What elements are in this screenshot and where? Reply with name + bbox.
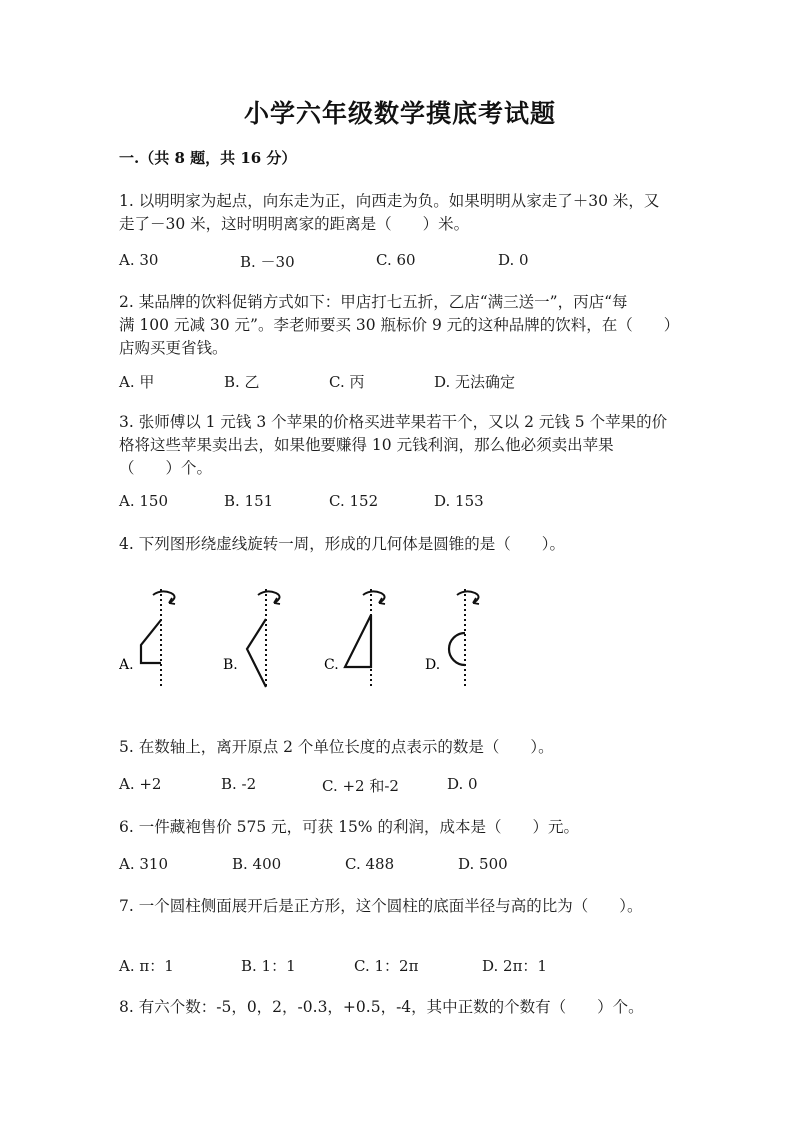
figure-a [119, 589, 175, 689]
figure-c-label: C. [324, 657, 339, 673]
question-4-line-1: 4. 下列图形绕虚线旋转一周，形成的几何体是圆锥的是（ ）。 [119, 535, 565, 553]
question-5-option-c: C. +2 和-2 [322, 777, 399, 795]
figure-c [324, 589, 385, 689]
question-2-option-d: D. 无法确定 [434, 373, 516, 391]
question-1-option-d: D. 0 [498, 251, 529, 269]
question-2-line-3: 店购买更省钱。 [119, 339, 228, 357]
figure-d [425, 589, 479, 689]
question-1-line-2: 走了－30 米，这时明明离家的距离是（ ）米。 [119, 215, 470, 233]
question-5-option-b: B. -2 [221, 775, 257, 793]
question-3-line-1: 3. 张师傅以 1 元钱 3 个苹果的价格买进苹果若干个，又以 2 元钱 5 个苹果的价 [119, 413, 668, 431]
figure-a-label: A. [119, 657, 134, 673]
page-title: 小学六年级数学摸底考试题 [243, 99, 556, 128]
figure-b-label: B. [223, 657, 238, 673]
rotation-figures [119, 585, 499, 695]
question-3-option-a: A. 150 [119, 492, 168, 510]
question-5-option-a: A. +2 [119, 775, 162, 793]
question-2-line-2: 满 100 元减 30 元”。李老师要买 30 瓶标价 9 元的这种品牌的饮料，在（ ） [119, 316, 680, 334]
question-3-option-d: D. 153 [434, 492, 484, 510]
question-3-option-c: C. 152 [329, 492, 379, 510]
question-6-line-1: 6. 一件藏袍售价 575 元，可获 15% 的利润，成本是（ ）元。 [119, 818, 579, 836]
question-3-option-b: B. 151 [224, 492, 274, 510]
question-7-option-d: D. 2π：1 [482, 957, 547, 975]
question-1-option-a: A. 30 [119, 251, 159, 269]
question-2-option-b: B. 乙 [224, 373, 260, 391]
question-2-option-c: C. 丙 [329, 373, 365, 391]
question-5-option-d: D. 0 [447, 775, 478, 793]
question-5-line-1: 5. 在数轴上，离开原点 2 个单位长度的点表示的数是（ ）。 [119, 738, 554, 756]
question-6-option-d: D. 500 [458, 855, 508, 873]
question-2-option-a: A. 甲 [119, 373, 155, 391]
question-6-option-c: C. 488 [345, 855, 395, 873]
question-3-line-3: （ ）个。 [119, 459, 213, 477]
question-7-option-a: A. π：1 [119, 957, 174, 975]
question-6-option-b: B. 400 [232, 855, 282, 873]
question-1-line-1: 1. 以明明家为起点，向东走为正，向西走为负。如果明明从家走了＋30 米，又 [119, 192, 660, 210]
question-1-option-c: C. 60 [376, 251, 416, 269]
question-8-line-1: 8. 有六个数：-5，0，2，-0.3，+0.5，-4，其中正数的个数有（ ）个。 [119, 998, 644, 1016]
figure-d-label: D. [425, 657, 441, 673]
question-6-option-a: A. 310 [119, 855, 168, 873]
question-3-line-2: 格将这些苹果卖出去，如果他要赚得 10 元钱利润，那么他必须卖出苹果 [119, 436, 614, 454]
question-7-option-c: C. 1：2π [354, 957, 419, 975]
question-7-line-1: 7. 一个圆柱侧面展开后是正方形，这个圆柱的底面半径与高的比为（ ）。 [119, 897, 643, 915]
figure-b [223, 589, 280, 689]
question-1-option-b: B. －30 [240, 253, 295, 271]
section-heading: 一.（共 8 题，共 16 分） [119, 149, 297, 167]
question-2-line-1: 2. 某品牌的饮料促销方式如下：甲店打七五折，乙店“满三送一”，丙店“每 [119, 293, 628, 311]
question-7-option-b: B. 1：1 [241, 957, 296, 975]
